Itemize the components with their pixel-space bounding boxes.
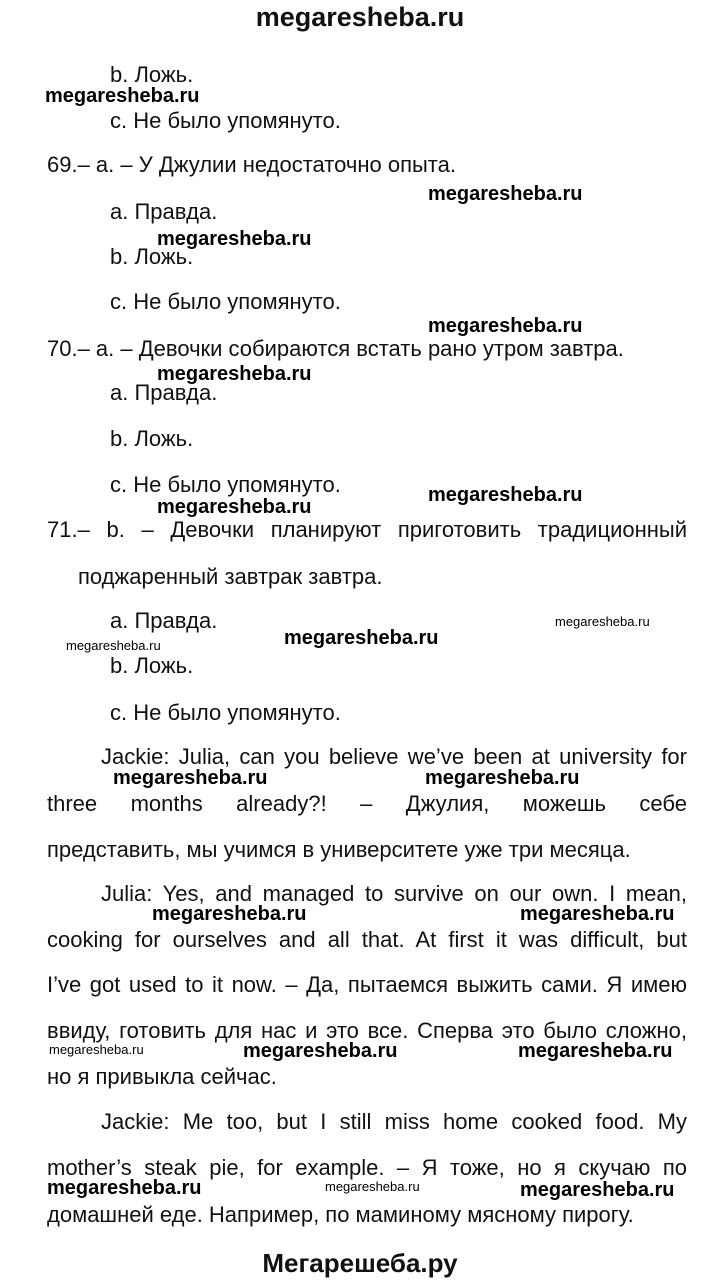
q71-option-a: a. Правда. xyxy=(110,608,218,633)
watermark-small: megaresheba.ru xyxy=(555,614,650,629)
q70-answer: 70.– a. – Девочки собираются встать рано утром завтра. xyxy=(47,336,624,361)
dialogue-p2-line4: ввиду, готовить для нас и это все. Сперва это было сложно, xyxy=(47,1018,687,1043)
dialogue-p2-line5: но я привыкла сейчас. xyxy=(47,1064,277,1089)
dialogue-p3-line2: mother’s steak pie, for example. – Я тоже, но я скучаю по xyxy=(47,1155,687,1180)
watermark: megaresheba.ru xyxy=(520,1179,675,1201)
q71-option-c: c. Не было упомянуто. xyxy=(110,700,341,725)
q70-option-b: b. Ложь. xyxy=(110,426,194,451)
watermark-small: megaresheba.ru xyxy=(66,638,161,653)
q70-option-c: c. Не было упомянуто. xyxy=(110,472,341,497)
q71-answer-line1: 71.– b. – Девочки планируют приготовить традиционный xyxy=(47,517,687,542)
watermark: megaresheba.ru xyxy=(518,1040,673,1062)
watermark: megaresheba.ru xyxy=(157,228,312,250)
dialogue-p3-line3: домашней еде. Например, по маминому мясному пирогу. xyxy=(47,1202,634,1227)
page-footer: Мегарешеба.ру xyxy=(262,1248,458,1278)
watermark: megaresheba.ru xyxy=(425,767,580,789)
watermark: megaresheba.ru xyxy=(428,484,583,506)
watermark: megaresheba.ru xyxy=(157,363,312,385)
watermark: megaresheba.ru xyxy=(113,767,268,789)
dialogue-p1-line2: three months already?! – Джулия, можешь себе xyxy=(47,791,687,816)
dialogue-p2-line2: cooking for ourselves and all that. At first it was difficult, but xyxy=(47,927,687,952)
dialogue-p3-line1: Jackie: Me too, but I still miss home cooked food. My xyxy=(101,1109,687,1134)
watermark-small: megaresheba.ru xyxy=(325,1179,420,1194)
watermark: megaresheba.ru xyxy=(284,627,439,649)
watermark: megaresheba.ru xyxy=(45,85,200,107)
dialogue-p1-line1: Jackie: Julia, can you believe we’ve been at university for xyxy=(101,744,687,769)
watermark: megaresheba.ru xyxy=(47,1177,202,1199)
q68-option-c: c. Не было упомянуто. xyxy=(110,108,341,133)
watermark: megaresheba.ru xyxy=(243,1040,398,1062)
watermark: megaresheba.ru xyxy=(152,903,307,925)
dialogue-p1-line3: представить, мы учимся в университете уже три месяца. xyxy=(47,837,631,862)
q71-option-b: b. Ложь. xyxy=(110,653,194,678)
q69-option-b: b. Ложь. xyxy=(110,244,194,269)
watermark-small: megaresheba.ru xyxy=(49,1042,144,1057)
watermark: megaresheba.ru xyxy=(520,903,675,925)
watermark: megaresheba.ru xyxy=(428,315,583,337)
page-header: megaresheba.ru xyxy=(255,2,465,32)
q69-option-a: a. Правда. xyxy=(110,199,218,224)
dialogue-p2-line1: Julia: Yes, and managed to survive on our own. I mean, xyxy=(101,881,687,906)
q70-option-a: a. Правда. xyxy=(110,380,218,405)
q71-answer-line2: поджаренный завтрак завтра. xyxy=(78,564,383,589)
dialogue-p2-line3: I’ve got used to it now. – Да, пытаемся выжить сами. Я имею xyxy=(47,972,687,997)
watermark: megaresheba.ru xyxy=(428,183,583,205)
q69-option-c: c. Не было упомянуто. xyxy=(110,289,341,314)
watermark: megaresheba.ru xyxy=(157,496,312,518)
q69-answer: 69.– a. – У Джулии недостаточно опыта. xyxy=(47,152,456,177)
q68-option-b: b. Ложь. xyxy=(110,62,194,87)
